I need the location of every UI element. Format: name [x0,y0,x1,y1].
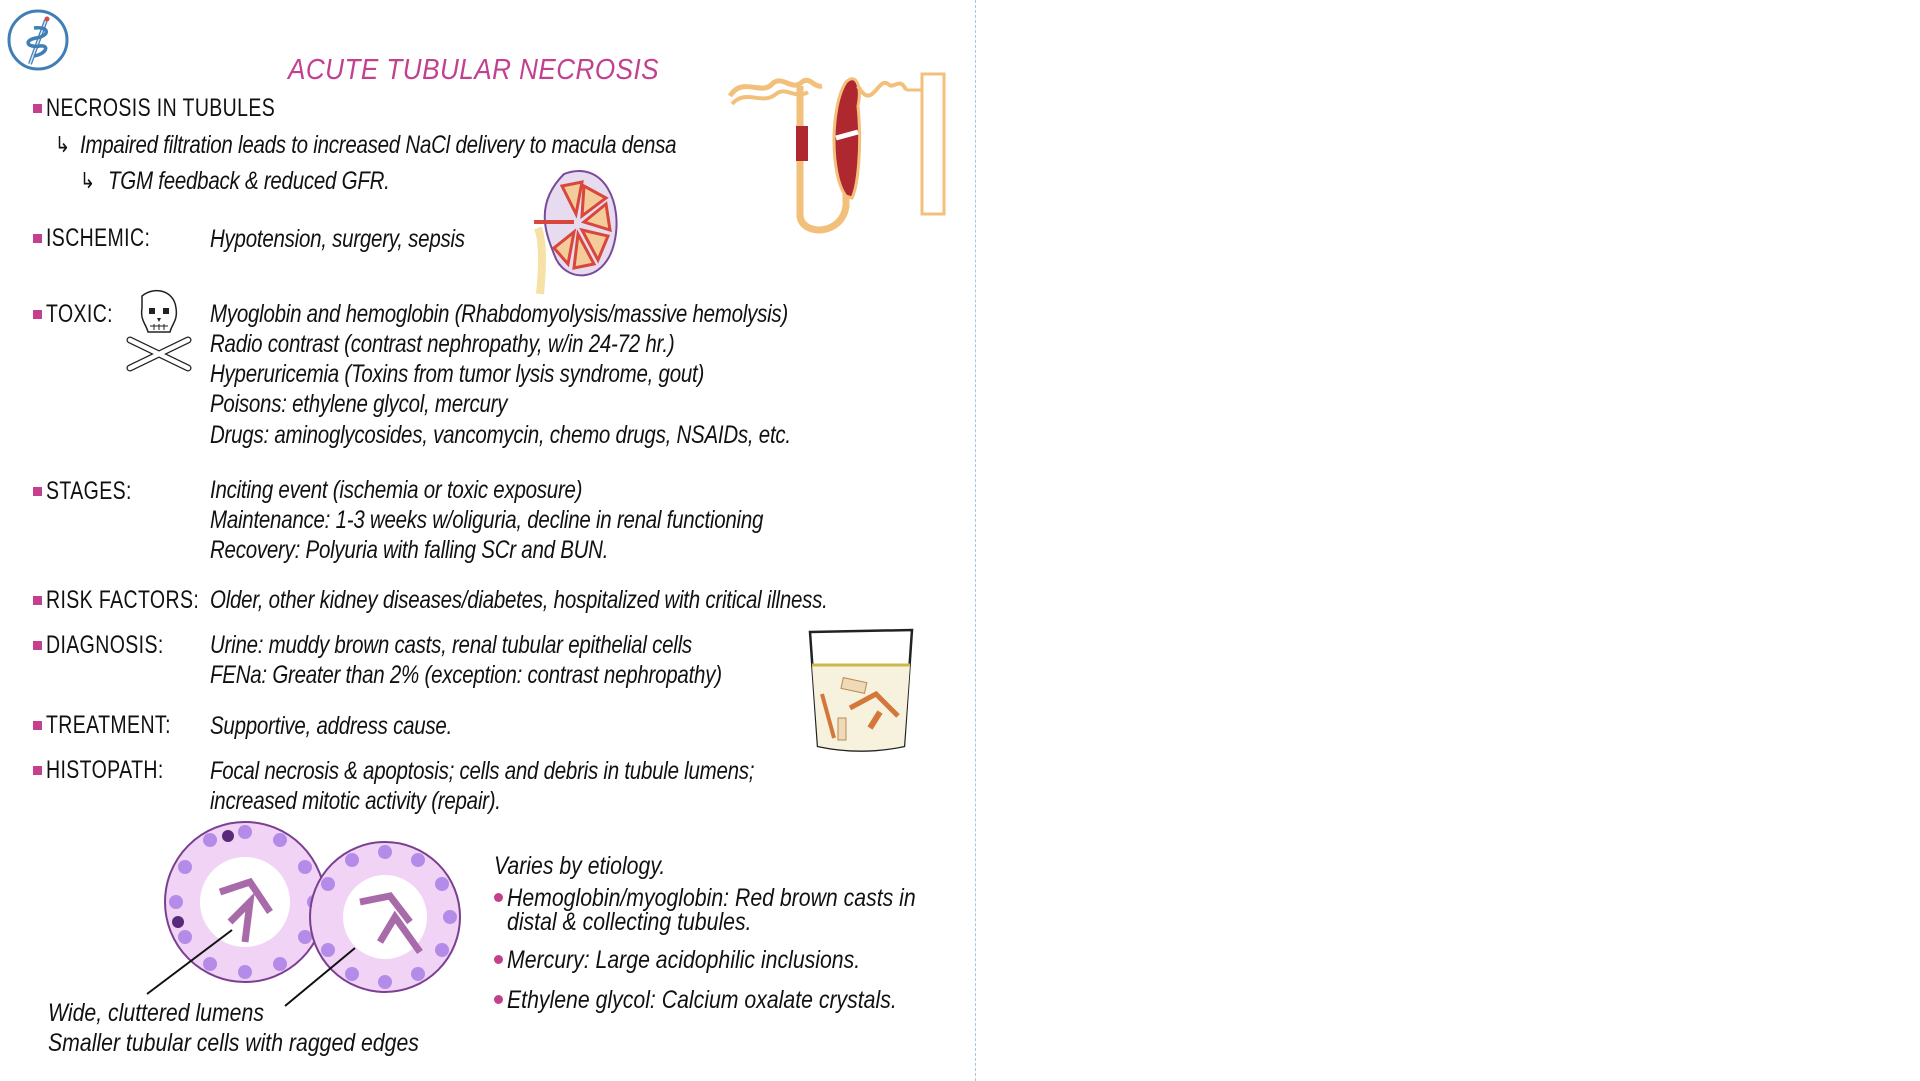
bullet-square [33,721,42,730]
treatment-text: Supportive, address cause. [210,712,453,740]
diagnosis-line: FENa: Greater than 2% (exception: contrast nephropathy) [210,661,722,689]
necrosis-heading: NECROSIS IN TUBULES [46,94,276,122]
kidney-illustration [524,164,624,294]
ischemic-text: Hypotension, surgery, sepsis [210,225,465,253]
etiology-bullet: Ethylene glycol: Calcium oxalate crystals. [507,986,897,1014]
bullet-dot [494,893,503,902]
bullet-dot [494,995,503,1004]
histopath-line: Focal necrosis & apoptosis; cells and debris in tubule lumens; [210,757,755,785]
risk-text: Older, other kidney diseases/diabetes, hospitalized with critical illness. [210,586,828,614]
diagnosis-label: DIAGNOSIS: [46,631,164,659]
toxic-line: Poisons: ethylene glycol, mercury [210,390,508,418]
caduceus-logo-icon [6,8,70,72]
toxic-line: Myoglobin and hemoglobin (Rhabdomyolysis/massive hemolysis) [210,300,788,328]
skull-crossbones-icon [124,288,194,376]
stages-line: Maintenance: 1-3 weeks w/oliguria, decline in renal functioning [210,506,764,534]
histopath-line: increased mitotic activity (repair). [210,787,501,815]
nephron-illustration [722,66,952,226]
bullet-square [33,234,42,243]
necrosis-sub1: Impaired filtration leads to increased NaCl delivery to macula densa [80,131,677,159]
bullet-square [33,596,42,605]
toxic-line: Drugs: aminoglycosides, vancomycin, chemo drugs, NSAIDs, etc. [210,421,791,449]
treatment-label: TREATMENT: [46,711,171,739]
histology-caption: Smaller tubular cells with ragged edges [48,1029,419,1057]
risk-label: RISK FACTORS: [46,586,200,614]
histopath-label: HISTOPATH: [46,756,164,784]
page-divider [975,0,976,1081]
toxic-line: Radio contrast (contrast nephropathy, w/in 24-72 hr.) [210,330,675,358]
histology-caption: Wide, cluttered lumens [48,999,264,1027]
etiology-bullet: Hemoglobin/myoglobin: Red brown casts in [507,884,916,912]
necrosis-sub2: TGM feedback & reduced GFR. [108,167,390,195]
ischemic-label: ISCHEMIC: [46,224,151,252]
bullet-square [33,487,42,496]
toxic-label: TOXIC: [46,300,113,328]
stages-line: Recovery: Polyuria with falling SCr and BUN. [210,536,609,564]
bullet-square [33,766,42,775]
etiology-intro: Varies by etiology. [494,852,666,880]
urine-cup-illustration [806,628,916,758]
tubule-histology-illustration [150,812,470,1012]
stages-line: Inciting event (ischemia or toxic exposure) [210,476,583,504]
arrow-icon: ↳ [80,168,95,193]
stages-label: STAGES: [46,477,132,505]
page-title: ACUTE TUBULAR NECROSIS [288,54,660,86]
bullet-dot [494,955,503,964]
etiology-bullet-cont: distal & collecting tubules. [507,908,752,936]
bullet-square [33,641,42,650]
diagnosis-line: Urine: muddy brown casts, renal tubular epithelial cells [210,631,692,659]
arrow-icon: ↳ [55,132,70,157]
etiology-bullet: Mercury: Large acidophilic inclusions. [507,946,861,974]
toxic-line: Hyperuricemia (Toxins from tumor lysis syndrome, gout) [210,360,705,388]
bullet-square [33,310,42,319]
bullet-square [33,104,42,113]
